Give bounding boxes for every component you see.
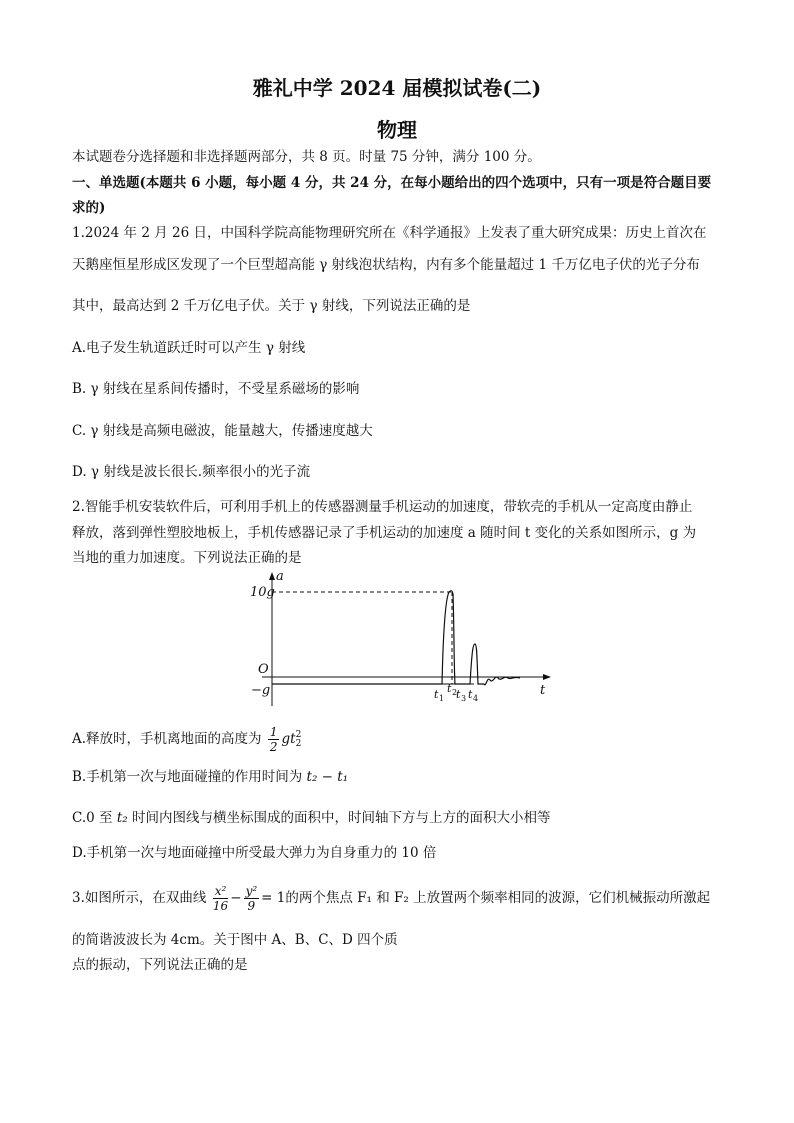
y-axis-arrow xyxy=(269,572,275,580)
subject-title: 物理 xyxy=(377,118,417,142)
y-axis-label: a xyxy=(276,570,284,584)
fraction-denominator: 16 xyxy=(212,899,229,913)
t1-sub: 1 xyxy=(439,694,445,703)
q3-stem-line2: 的简谐波波长为 4cm。关于图中 A、B、C、D 四个质 xyxy=(72,932,398,948)
fraction-numerator: x² xyxy=(214,884,227,898)
t3-label: t xyxy=(456,688,461,701)
q2-option-c-suffix: 时间内图线与横坐标围成的面积中，时间轴下方与上方的面积大小相等 xyxy=(131,810,551,826)
q2-option-b xyxy=(72,768,722,786)
q1-option-a: A.电子发生轨道跃迁时可以产生 γ 射线 xyxy=(72,340,306,356)
acceleration-curve xyxy=(272,591,520,685)
superscript: 2 xyxy=(295,729,302,740)
equals-one: = 1 xyxy=(261,890,286,906)
neg-g-label: −g xyxy=(251,683,271,698)
x-axis-label: t xyxy=(540,683,546,698)
t1-label: t xyxy=(434,688,439,701)
q2-option-c-var: t₂ xyxy=(116,810,128,826)
q3-fraction-x xyxy=(213,884,229,913)
q1-option-d: D. γ 射线是波长很长.频率很小的光子流 xyxy=(72,464,311,480)
x-axis-arrow xyxy=(543,674,551,680)
fraction-numerator: y² xyxy=(245,884,258,898)
section-heading-line2: 求的) xyxy=(72,200,106,216)
q2-stem-line3: 当地的重力加速度。下列说法正确的是 xyxy=(72,550,302,566)
fraction-numerator: 1 xyxy=(269,725,278,739)
q3-suffix: 的两个焦点 F₁ 和 F₂ 上放置两个频率相同的波源，它们机械振动所激起 xyxy=(285,890,711,906)
exam-intro: 本试题卷分选择题和非选择题两部分，共 8 页。时量 75 分钟，满分 100 分。 xyxy=(72,149,541,165)
q2-option-d: D.手机第一次与地面碰撞中所受最大弹力为自身重力的 10 倍 xyxy=(72,845,437,861)
q2-option-a-expr: gt xyxy=(281,731,296,747)
q3-stem-line1 xyxy=(72,882,722,914)
q2-option-c xyxy=(72,809,722,827)
q1-stem-line2: 天鹅座恒星形成区发现了一个巨型超高能 γ 射线泡状结构，内有多个能量超过 1 千万亿电子伏的光子分布 xyxy=(72,257,700,273)
fraction-denominator: 9 xyxy=(247,899,256,913)
subscript: 2 xyxy=(295,738,302,749)
q2-option-a-scripts xyxy=(296,731,302,749)
q2-stem-line1: 2.智能手机安装软件后，可利用手机上的传感器测量手机运动的加速度，带软壳的手机从一定高度由静止 xyxy=(72,499,693,515)
q1-stem-line3: 其中，最高达到 2 千万亿电子伏。关于 γ 射线，下列说法正确的是 xyxy=(72,298,471,314)
t4-sub: 4 xyxy=(473,694,479,703)
q2-stem-line2: 释放，落到弹性塑胶地板上，手机传感器记录了手机运动的加速度 a 随时间 t 变化的关系如图所示，g 为 xyxy=(72,525,697,541)
q2-option-c-prefix: C.0 至 xyxy=(72,810,113,826)
acceleration-time-graph xyxy=(248,570,558,710)
q2-option-a-text: A.释放时，手机离地面的高度为 xyxy=(72,731,262,747)
t4-label: t xyxy=(468,688,473,701)
ten-g-label: 10g xyxy=(250,585,275,600)
minus-sign: − xyxy=(230,890,242,906)
exam-title: 雅礼中学 2024 届模拟试卷(二) xyxy=(252,76,542,100)
q1-option-b: B. γ 射线在星系间传播时，不受星系磁场的影响 xyxy=(72,381,360,397)
q2-option-a-fraction xyxy=(268,725,280,754)
q3-prefix: 3.如图所示，在双曲线 xyxy=(72,890,207,906)
section-heading-line1: 一、单选题(本题共 6 小题，每小题 4 分，共 24 分，在每小题给出的四个选项中，只有一项是符合题目要 xyxy=(72,175,712,191)
fraction-denominator: 2 xyxy=(269,740,278,754)
q2-option-b-expr: t₂ − t₁ xyxy=(306,769,349,785)
q2-option-a xyxy=(72,724,722,754)
q2-option-b-text: B.手机第一次与地面碰撞的作用时间为 xyxy=(72,769,303,785)
q3-fraction-y xyxy=(244,884,260,913)
origin-label: O xyxy=(258,662,269,677)
t2-label: t xyxy=(447,682,452,695)
t3-sub: 3 xyxy=(461,694,467,703)
q1-stem-line1: 1.2024 年 2 月 26 日，中国科学院高能物理研究所在《科学通报》上发表了重大研究成果：历史上首次在 xyxy=(72,225,707,241)
t2-sub: 2 xyxy=(452,688,458,697)
q3-stem-line3: 点的振动，下列说法正确的是 xyxy=(72,957,248,973)
q1-option-c: C. γ 射线是高频电磁波，能量越大，传播速度越大 xyxy=(72,423,373,439)
